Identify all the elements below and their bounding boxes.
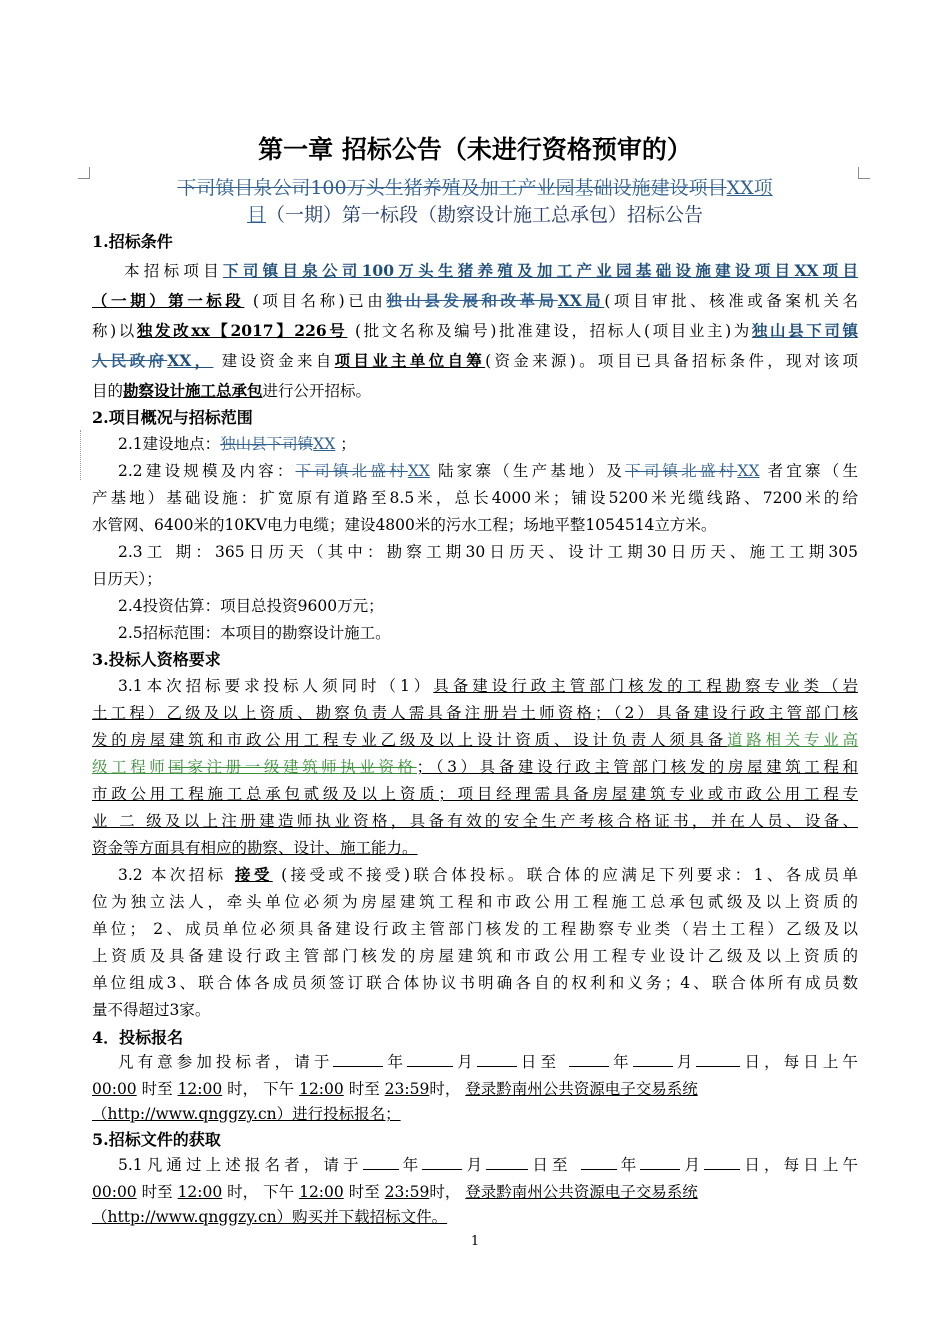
s5-line-1: 5.1凡通过上述报名者，请于 年 月 日至 年 月 日，每日上午 [118, 1153, 858, 1175]
s1-line-2: （一期）第一标段 (项目名称)已由独山县发展和改革局XX局(项目审批、核准或备案机关名 [92, 291, 858, 310]
s5-download-system-link[interactable]: 登录黔南州公共资源电子交易系统 [465, 1183, 698, 1201]
s1-line-4: 人民政府XX， 建设资金来自项目业主单位自筹(资金来源)。项目已具备招标条件，现对该项 [92, 351, 858, 370]
crop-mark-top-left [78, 167, 90, 179]
s2-scale-line-1: 2.2建设规模及内容：下司镇北盛村XX 陆家寨（生产基地）及下司镇北盛村XX 者宜寨（生 [118, 462, 858, 480]
crop-mark-top-right [858, 167, 870, 179]
s3-qual-line-1: 3.1本次招标要求投标人须同时（1）具备建设行政主管部门核发的工程勘察专业类（岩 [118, 677, 858, 695]
section-5-heading: 5.招标文件的获取 [92, 1130, 221, 1149]
page-number: 1 [470, 1234, 480, 1249]
s3-qual-line-4: 级工程师国家注册一级建筑师执业资格；（3）具备建设行政主管部门核发的房屋建筑工程和 [92, 758, 858, 776]
s3-qual-line-2: 土工程）乙级及以上资质、勘察负责人需具备注册岩土师资格；（2）具备建设行政主管部门核 [92, 704, 858, 722]
s4-line-2: 00:00 时至 12:00 时， 下午 12:00 时至 23:59时， 登录黔南州公共资源电子交易系统 [92, 1080, 698, 1098]
s3-qual-line-5: 市政公用工程施工总承包贰级及以上资质；项目经理需具备房屋建筑专业或市政公用工程专 [92, 785, 858, 803]
notice-title: 下司镇目泉公司100万头生猪养殖及加工产业园基础设施建设项目XX项 目（一期）第一标段（勘察设计施工总承包）招标公告 [177, 177, 773, 226]
s3-consortium-line-3: 单位； 2、成员单位必须具备建设行政主管部门核发的工程勘察专业类（岩土工程）乙级及以 [92, 920, 858, 938]
s3-consortium-line-5: 单位组成3、联合体各成员须签订联合体协议书明确各自的权利和义务；4、联合体所有成员数 [92, 974, 858, 992]
s3-consortium-line-6: 量不得超过3家。 [92, 1001, 211, 1019]
s3-qual-line-7: 资金等方面具有相应的勘察、设计、施工能力。 [92, 839, 418, 857]
s5-download-url[interactable]: （http://www.qnggzy.cn）购买并下载招标文件。 [92, 1208, 448, 1226]
s2-investment: 2.4投资估算：项目总投资9600万元； [118, 597, 384, 615]
s4-registration-url[interactable]: （http://www.qnggzy.cn）进行投标报名； [92, 1105, 401, 1123]
chapter-title: 第一章 招标公告（未进行资格预审的） [258, 135, 692, 164]
section-2-heading: 2.项目概况与招标范围 [92, 408, 253, 427]
s2-scale-line-3: 水管网、6400米的10KV电力电缆；建设4800米的污水工程；场地平整1054514立方米。 [92, 516, 717, 534]
section-4-heading: 4．投标报名 [92, 1028, 184, 1047]
s4-registration-system-link[interactable]: 登录黔南州公共资源电子交易系统 [465, 1080, 698, 1098]
s1-line-1: 本招标项目下司镇目泉公司100万头生猪养殖及加工产业园基础设施建设项目XX项目 [124, 261, 858, 280]
s3-consortium-line-4: 上资质及具备建设行政主管部门核发的房屋建筑和市政公用工程专业设计乙级及以上资质的 [92, 947, 858, 965]
section-1-heading: 1.招标条件 [92, 232, 173, 251]
s4-line-1: 凡有意参加投标者，请于 年 月 日至 年 月 日，每日上午 [118, 1050, 858, 1072]
s2-period-line-1: 2.3工 期：365日历天（其中：勘察工期30日历天、设计工期30日历天、施工工期305 [118, 543, 858, 561]
s2-scale-line-2: 产基地）基础设施：扩宽原有道路至8.5米，总长4000米；铺设5200米光缆线路、7200米的给 [92, 489, 858, 507]
s1-line-3: 称)以独发改xx【2017】226号 (批文名称及编号)批准建设，招标人(项目业主)为独山县下司镇 [92, 321, 858, 340]
s5-line-2: 00:00 时至 12:00 时， 下午 12:00 时至 23:59时， 登录黔南州公共资源电子交易系统 [92, 1183, 698, 1201]
section-3-heading: 3.投标人资格要求 [92, 650, 221, 669]
s3-qual-line-3: 发的房屋建筑和市政公用工程专业乙级及以上设计资质、设计负责人须具备道路相关专业高 [92, 731, 858, 749]
s2-location: 2.1建设地点：独山县下司镇XX ； [118, 435, 356, 453]
s3-qual-line-6: 业 二 级及以上注册建造师执业资格，具备有效的安全生产考核合格证书，并在人员、设备、 [92, 812, 858, 830]
s3-consortium-line-1: 3.2 本次招标 接受 (接受或不接受)联合体投标。联合体的应满足下列要求：1、各成员单 [118, 865, 859, 884]
change-bar [80, 430, 82, 480]
s3-consortium-line-2: 位为独立法人，牵头单位必须为房屋建筑工程和市政公用工程施工总承包贰级及以上资质的 [92, 893, 858, 911]
s2-scope: 2.5招标范围：本项目的勘察设计施工。 [118, 624, 391, 642]
s2-period-line-2: 日历天）； [92, 570, 162, 588]
s1-line-5: 目的勘察设计施工总承包进行公开招标。 [92, 381, 372, 400]
